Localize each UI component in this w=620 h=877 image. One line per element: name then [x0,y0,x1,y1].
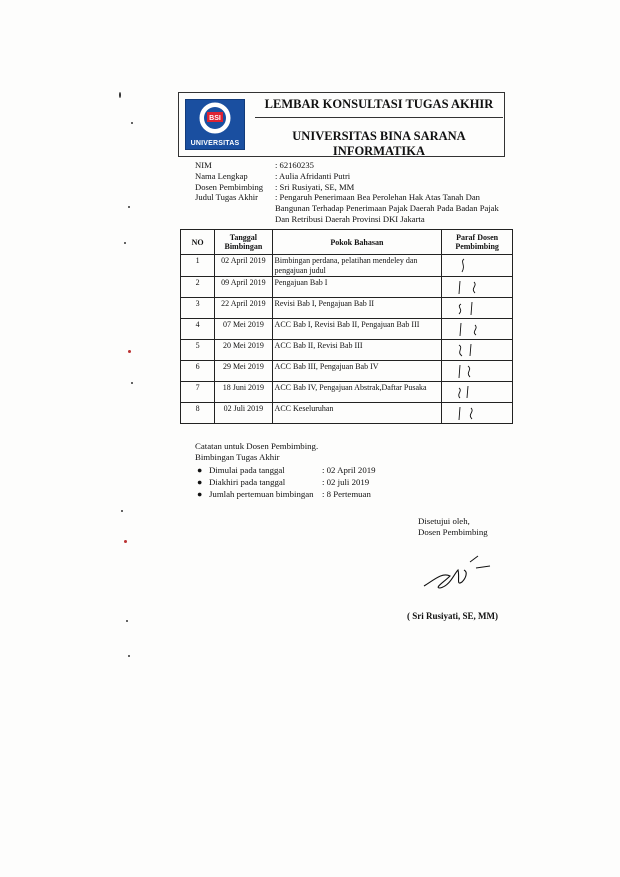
info-label: Nama Lengkap [195,170,248,181]
cell-no: 4 [181,319,215,340]
form-title: LEMBAR KONSULTASI TUGAS AKHIR [264,97,494,111]
cell-no: 5 [181,340,215,361]
info-value: : Sri Rusiyati, SE, MM [275,181,355,192]
cell-topic: Revisi Bab I, Pengajuan Bab II [272,298,442,319]
cell-topic: ACC Keseluruhan [272,403,442,424]
summary-value: : 8 Pertemuan [322,489,371,499]
scan-mark [131,382,133,384]
svg-text:BSI: BSI [209,115,221,122]
scan-mark [119,92,121,98]
bullet-icon: ● [197,489,203,499]
approval-block [418,516,488,538]
cell-topic: ACC Bab IV, Pengajuan Abstrak,Daftar Pusaka [272,382,442,403]
cell-date: 09 April 2019 [215,277,272,298]
initial-signature [444,278,504,296]
cell-topic: ACC Bab I, Revisi Bab II, Pengajuan Bab III [272,319,442,340]
info-value: : Pengaruh Penerimaan Bea Perolehan Hak Atas Tanah Dan Bangunan Terhadap Penerimaan Pajak Daerah Pada Badan Pajak Dan Retribusi Daerah Provinsi DKI Jakarta [275,192,499,224]
summary-label: Diakhiri pada tanggal [209,477,286,487]
advisor-signature [420,552,500,597]
summary-value: : 02 juli 2019 [322,477,370,487]
initial-signature [444,362,504,380]
bullet-icon: ● [197,477,203,487]
col-header-topic: Pokok Bahasan [272,230,442,255]
university-logo [185,99,245,150]
summary-label: Dimulai pada tanggal [209,465,285,475]
scan-mark [121,510,123,512]
initial-signature [444,299,504,317]
scan-mark [126,620,128,622]
scan-mark [128,350,131,353]
initial-signature [444,404,504,422]
info-label: Dosen Pembimbing [195,181,264,192]
col-header-date: Tanggal Bimbingan [215,230,272,255]
initial-signature [444,341,504,359]
info-value: : 62160235 [275,160,314,170]
cell-topic: ACC Bab III, Pengajuan Bab IV [272,361,442,382]
info-value: : Aulia Afridanti Putri [275,170,351,181]
initial-signature [444,320,504,338]
cell-no: 3 [181,298,215,319]
table-row [181,340,513,361]
col-header-no: NO [181,230,215,255]
info-label: Judul Tugas Akhir [195,192,259,203]
cell-signature [442,277,513,298]
table-row [181,298,513,319]
scan-mark [131,122,133,124]
cell-no: 8 [181,403,215,424]
cell-date: 20 Mei 2019 [215,340,272,361]
summary-value: : 02 April 2019 [322,465,376,475]
notes-heading: Catatan untuk Dosen Pembimbing. [195,441,319,451]
cell-date: 22 April 2019 [215,298,272,319]
cell-signature [442,319,513,340]
table-row [181,255,513,277]
cell-no: 1 [181,255,215,277]
scan-mark [128,206,130,208]
summary-label: Jumlah pertemuan bimbingan [209,489,314,499]
table-row [181,277,513,298]
document-header [178,92,505,157]
consultation-table [180,229,513,424]
col-header-signature: Paraf Dosen Pembimbing [442,230,513,255]
cell-date: 29 Mei 2019 [215,361,272,382]
table-header-row [181,230,513,255]
table-row [181,319,513,340]
cell-date: 02 Juli 2019 [215,403,272,424]
approval-role: Dosen Pembimbing [418,527,488,537]
initial-signature [444,383,504,401]
cell-topic: Bimbingan perdana, pelatihan mendeley dan pengajuan judul [272,255,442,277]
cell-signature [442,255,513,277]
notes-subheading: Bimbingan Tugas Akhir [195,452,280,462]
cell-no: 7 [181,382,215,403]
cell-signature [442,340,513,361]
cell-no: 2 [181,277,215,298]
cell-signature [442,382,513,403]
table-row [181,382,513,403]
initial-signature [444,256,504,274]
cell-signature [442,298,513,319]
cell-date: 02 April 2019 [215,255,272,277]
header-divider [255,117,503,118]
scan-mark [124,242,126,244]
cell-date: 07 Mei 2019 [215,319,272,340]
info-label: NIM [195,160,212,170]
signer-name: ( Sri Rusiyati, SE, MM) [407,611,498,621]
cell-topic: ACC Bab II, Revisi Bab III [272,340,442,361]
logo-caption: UNIVERSITAS [190,140,240,147]
bullet-icon: ● [197,465,203,475]
cell-topic: Pengajuan Bab I [272,277,442,298]
university-name: UNIVERSITAS BINA SARANA INFORMATIKA [292,129,466,158]
scan-mark [128,655,130,657]
table-row [181,361,513,382]
advisor-notes [195,441,318,463]
approval-line: Disetujui oleh, [418,516,470,526]
cell-date: 18 Juni 2019 [215,382,272,403]
table-row [181,403,513,424]
cell-no: 6 [181,361,215,382]
scan-mark [124,540,127,543]
cell-signature [442,403,513,424]
cell-signature [442,361,513,382]
